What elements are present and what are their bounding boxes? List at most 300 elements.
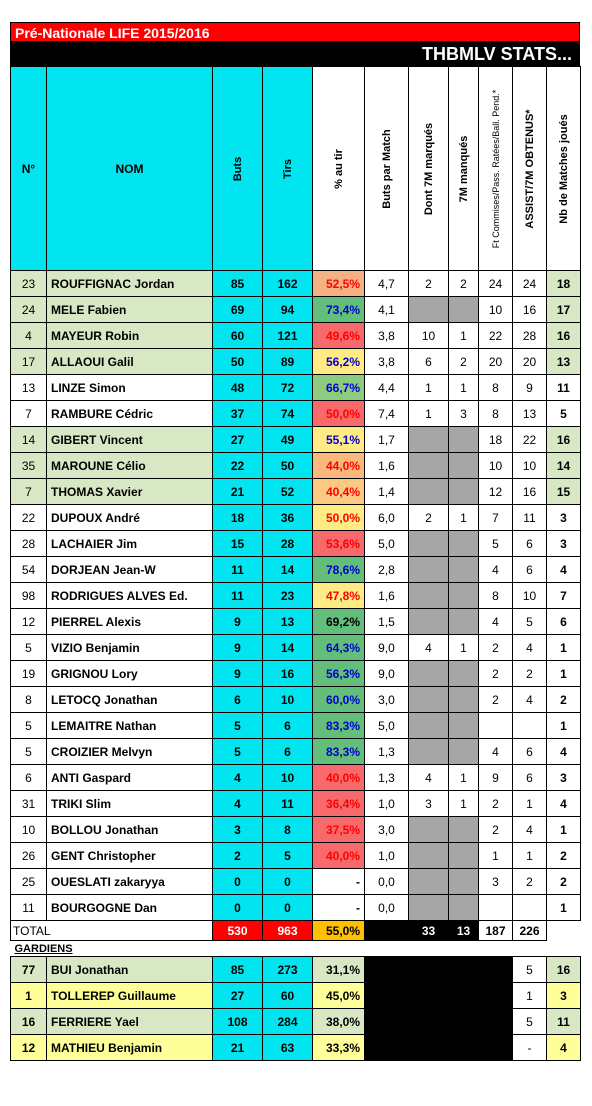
player-buts: 6 (213, 687, 263, 713)
player-number: 12 (11, 609, 47, 635)
player-pct: 47,8% (313, 583, 365, 609)
player-name: MAYEUR Robin (47, 323, 213, 349)
player-name: MAROUNE Célio (47, 453, 213, 479)
goalkeeper-row (11, 957, 581, 983)
player-d7m (409, 843, 449, 869)
player-nbm: 1 (547, 817, 581, 843)
player-number: 5 (11, 739, 47, 765)
player-row (11, 349, 581, 375)
player-number: 28 (11, 531, 47, 557)
player-pct: 37,5% (313, 817, 365, 843)
goalkeeper-assist: 5 (513, 1009, 547, 1035)
header-nom: NOM (47, 67, 213, 271)
player-row (11, 817, 581, 843)
player-tirs: 14 (263, 635, 313, 661)
player-d7m (409, 297, 449, 323)
player-pct: - (313, 869, 365, 895)
player-number: 17 (11, 349, 47, 375)
player-buts: 5 (213, 739, 263, 765)
player-assist: 1 (513, 843, 547, 869)
player-d7m: 3 (409, 791, 449, 817)
player-assist: 5 (513, 609, 547, 635)
header-buts: Buts (213, 67, 263, 271)
goalkeeper-pct: 31,1% (313, 957, 365, 983)
player-bpm: 2,8 (365, 557, 409, 583)
player-name: RAMBURE Cédric (47, 401, 213, 427)
player-nbm: 4 (547, 791, 581, 817)
goalkeeper-number: 1 (11, 983, 47, 1009)
player-ft: 3 (479, 869, 513, 895)
player-ft: 24 (479, 271, 513, 297)
player-m7m (449, 583, 479, 609)
goalkeeper-tirs: 273 (263, 957, 313, 983)
goalkeeper-number: 77 (11, 957, 47, 983)
player-buts: 37 (213, 401, 263, 427)
header-d7m: Dont 7M marqués (409, 67, 449, 271)
player-bpm: 5,0 (365, 713, 409, 739)
player-d7m (409, 427, 449, 453)
player-buts: 5 (213, 713, 263, 739)
player-bpm: 3,8 (365, 349, 409, 375)
player-m7m (449, 869, 479, 895)
player-m7m: 1 (449, 635, 479, 661)
player-name: DUPOUX André (47, 505, 213, 531)
player-row (11, 479, 581, 505)
player-pct: 64,3% (313, 635, 365, 661)
player-buts: 15 (213, 531, 263, 557)
goalkeeper-name: TOLLEREP Guillaume (47, 983, 213, 1009)
player-assist: 2 (513, 661, 547, 687)
player-assist: 10 (513, 583, 547, 609)
goalkeeper-number: 16 (11, 1009, 47, 1035)
player-d7m (409, 557, 449, 583)
player-pct: 40,0% (313, 765, 365, 791)
player-tirs: 36 (263, 505, 313, 531)
player-bpm: 0,0 (365, 895, 409, 921)
player-buts: 9 (213, 635, 263, 661)
header-row (11, 67, 581, 271)
player-number: 14 (11, 427, 47, 453)
player-ft: 1 (479, 843, 513, 869)
player-buts: 27 (213, 427, 263, 453)
goalkeeper-pct: 33,3% (313, 1035, 365, 1061)
player-name: ROUFFIGNAC Jordan (47, 271, 213, 297)
player-d7m (409, 869, 449, 895)
goalkeeper-bpm (365, 957, 409, 983)
player-nbm: 3 (547, 765, 581, 791)
player-buts: 4 (213, 791, 263, 817)
player-m7m: 1 (449, 323, 479, 349)
player-m7m (449, 453, 479, 479)
player-row (11, 843, 581, 869)
header-no: N° (11, 67, 47, 271)
goalkeeper-nbm: 3 (547, 983, 581, 1009)
player-pct: 66,7% (313, 375, 365, 401)
player-number: 4 (11, 323, 47, 349)
player-ft: 8 (479, 375, 513, 401)
goalkeeper-name: FERRIERE Yael (47, 1009, 213, 1035)
player-tirs: 8 (263, 817, 313, 843)
player-name: ALLAOUI Galil (47, 349, 213, 375)
goalkeeper-row (11, 983, 581, 1009)
player-assist: 1 (513, 791, 547, 817)
player-ft: 10 (479, 297, 513, 323)
player-row (11, 895, 581, 921)
player-ft: 5 (479, 531, 513, 557)
player-bpm: 9,0 (365, 635, 409, 661)
total-buts: 530 (213, 921, 263, 941)
goalkeeper-d7m (409, 957, 449, 983)
player-m7m (449, 531, 479, 557)
goalkeeper-number: 12 (11, 1035, 47, 1061)
player-bpm: 1,7 (365, 427, 409, 453)
player-ft: 4 (479, 739, 513, 765)
player-assist (513, 713, 547, 739)
player-number: 13 (11, 375, 47, 401)
player-name: TRIKI Slim (47, 791, 213, 817)
goalkeeper-ft (479, 1035, 513, 1061)
player-d7m (409, 609, 449, 635)
player-bpm: 7,4 (365, 401, 409, 427)
player-ft (479, 713, 513, 739)
total-m7m: 13 (449, 921, 479, 941)
goalkeeper-nbm: 11 (547, 1009, 581, 1035)
player-bpm: 1,6 (365, 583, 409, 609)
player-m7m (449, 609, 479, 635)
player-number: 8 (11, 687, 47, 713)
player-tirs: 6 (263, 739, 313, 765)
player-bpm: 1,4 (365, 479, 409, 505)
player-assist: 6 (513, 739, 547, 765)
player-assist: 16 (513, 479, 547, 505)
player-pct: 40,4% (313, 479, 365, 505)
player-row (11, 375, 581, 401)
player-pct: 44,0% (313, 453, 365, 479)
goalkeeper-bpm (365, 983, 409, 1009)
player-assist: 11 (513, 505, 547, 531)
total-d7m: 33 (409, 921, 449, 941)
player-ft: 8 (479, 401, 513, 427)
player-ft: 2 (479, 791, 513, 817)
player-name: LEMAITRE Nathan (47, 713, 213, 739)
player-bpm: 1,0 (365, 843, 409, 869)
player-m7m: 1 (449, 505, 479, 531)
player-d7m: 2 (409, 271, 449, 297)
player-nbm: 14 (547, 453, 581, 479)
player-m7m (449, 557, 479, 583)
header-pct: % au tir (313, 67, 365, 271)
player-number: 22 (11, 505, 47, 531)
player-bpm: 0,0 (365, 869, 409, 895)
goalkeeper-ft (479, 1009, 513, 1035)
player-buts: 50 (213, 349, 263, 375)
player-buts: 21 (213, 479, 263, 505)
player-ft: 2 (479, 817, 513, 843)
player-number: 5 (11, 635, 47, 661)
player-number: 7 (11, 479, 47, 505)
player-tirs: 52 (263, 479, 313, 505)
player-assist: 9 (513, 375, 547, 401)
player-name: VIZIO Benjamin (47, 635, 213, 661)
player-assist: 6 (513, 765, 547, 791)
total-empty (547, 921, 581, 941)
player-number: 19 (11, 661, 47, 687)
player-name: LACHAIER Jim (47, 531, 213, 557)
player-name: OUESLATI zakaryya (47, 869, 213, 895)
total-assist: 226 (513, 921, 547, 941)
header-nbm: Nb de Matches joués (547, 67, 581, 271)
player-d7m (409, 453, 449, 479)
player-m7m: 1 (449, 791, 479, 817)
player-nbm: 2 (547, 869, 581, 895)
player-row (11, 635, 581, 661)
player-number: 10 (11, 817, 47, 843)
player-pct: 56,2% (313, 349, 365, 375)
player-ft: 12 (479, 479, 513, 505)
goalkeeper-row (11, 1035, 581, 1061)
player-bpm: 1,3 (365, 765, 409, 791)
player-m7m: 2 (449, 271, 479, 297)
goalkeeper-d7m (409, 1009, 449, 1035)
player-m7m (449, 843, 479, 869)
player-pct: 69,2% (313, 609, 365, 635)
player-row (11, 297, 581, 323)
player-tirs: 74 (263, 401, 313, 427)
goalkeeper-tirs: 284 (263, 1009, 313, 1035)
player-ft: 2 (479, 687, 513, 713)
goalkeeper-buts: 85 (213, 957, 263, 983)
player-buts: 85 (213, 271, 263, 297)
player-pct: 49,6% (313, 323, 365, 349)
player-nbm: 15 (547, 479, 581, 505)
total-row (11, 921, 581, 941)
player-nbm: 4 (547, 739, 581, 765)
player-buts: 4 (213, 765, 263, 791)
goalkeeper-assist: 1 (513, 983, 547, 1009)
player-buts: 48 (213, 375, 263, 401)
goalkeeper-nbm: 4 (547, 1035, 581, 1061)
player-row (11, 271, 581, 297)
player-bpm: 4,1 (365, 297, 409, 323)
header-m7m: 7M manqués (449, 67, 479, 271)
player-pct: 78,6% (313, 557, 365, 583)
player-row (11, 791, 581, 817)
player-m7m: 2 (449, 349, 479, 375)
player-m7m (449, 661, 479, 687)
goalkeeper-m7m (449, 957, 479, 983)
player-d7m (409, 479, 449, 505)
total-pct: 55,0% (313, 921, 365, 941)
player-nbm: 16 (547, 427, 581, 453)
player-tirs: 10 (263, 765, 313, 791)
player-nbm: 7 (547, 583, 581, 609)
player-nbm: 1 (547, 661, 581, 687)
player-pct: 83,3% (313, 713, 365, 739)
player-tirs: 6 (263, 713, 313, 739)
player-row (11, 505, 581, 531)
player-row (11, 427, 581, 453)
player-assist: 20 (513, 349, 547, 375)
player-tirs: 94 (263, 297, 313, 323)
player-assist: 16 (513, 297, 547, 323)
player-m7m (449, 479, 479, 505)
player-m7m (449, 427, 479, 453)
player-nbm: 11 (547, 375, 581, 401)
player-number: 25 (11, 869, 47, 895)
player-d7m: 10 (409, 323, 449, 349)
player-buts: 2 (213, 843, 263, 869)
player-name: PIERREL Alexis (47, 609, 213, 635)
player-tirs: 14 (263, 557, 313, 583)
player-ft: 4 (479, 609, 513, 635)
player-number: 35 (11, 453, 47, 479)
player-ft: 8 (479, 583, 513, 609)
player-tirs: 0 (263, 895, 313, 921)
player-buts: 3 (213, 817, 263, 843)
player-number: 6 (11, 765, 47, 791)
player-d7m (409, 713, 449, 739)
player-assist (513, 895, 547, 921)
player-row (11, 661, 581, 687)
player-assist: 4 (513, 817, 547, 843)
goalkeeper-nbm: 16 (547, 957, 581, 983)
player-assist: 2 (513, 869, 547, 895)
goalkeeper-ft (479, 983, 513, 1009)
player-pct: 55,1% (313, 427, 365, 453)
goalkeeper-bpm (365, 1009, 409, 1035)
player-pct: 50,0% (313, 401, 365, 427)
goalkeeper-m7m (449, 1035, 479, 1061)
player-tirs: 16 (263, 661, 313, 687)
player-buts: 9 (213, 661, 263, 687)
sheet-subtitle: THBMLV STATS... (10, 42, 580, 66)
player-nbm: 5 (547, 401, 581, 427)
player-pct: 36,4% (313, 791, 365, 817)
player-nbm: 13 (547, 349, 581, 375)
player-tirs: 0 (263, 869, 313, 895)
player-number: 98 (11, 583, 47, 609)
player-ft: 2 (479, 661, 513, 687)
player-m7m (449, 739, 479, 765)
player-row (11, 713, 581, 739)
goalkeeper-tirs: 63 (263, 1035, 313, 1061)
total-bpm (365, 921, 409, 941)
player-pct: 60,0% (313, 687, 365, 713)
gardiens-label: GARDIENS (14, 942, 73, 955)
player-assist: 6 (513, 557, 547, 583)
player-bpm: 5,0 (365, 531, 409, 557)
player-name: THOMAS Xavier (47, 479, 213, 505)
gardiens-label-row (11, 941, 581, 957)
player-name: LETOCQ Jonathan (47, 687, 213, 713)
goalkeeper-ft (479, 957, 513, 983)
player-buts: 22 (213, 453, 263, 479)
player-m7m: 1 (449, 765, 479, 791)
player-row (11, 453, 581, 479)
player-row (11, 323, 581, 349)
player-pct: 50,0% (313, 505, 365, 531)
player-buts: 0 (213, 869, 263, 895)
player-row (11, 869, 581, 895)
header-bpm: Buts par Match (365, 67, 409, 271)
player-d7m: 4 (409, 765, 449, 791)
player-number: 31 (11, 791, 47, 817)
player-assist: 24 (513, 271, 547, 297)
player-d7m (409, 817, 449, 843)
goalkeeper-buts: 108 (213, 1009, 263, 1035)
player-tirs: 50 (263, 453, 313, 479)
player-name: GIBERT Vincent (47, 427, 213, 453)
player-name: BOLLOU Jonathan (47, 817, 213, 843)
player-bpm: 4,7 (365, 271, 409, 297)
player-nbm: 6 (547, 609, 581, 635)
player-d7m: 1 (409, 375, 449, 401)
player-m7m: 1 (449, 375, 479, 401)
player-buts: 0 (213, 895, 263, 921)
player-number: 23 (11, 271, 47, 297)
player-bpm: 1,3 (365, 739, 409, 765)
player-buts: 11 (213, 557, 263, 583)
player-d7m: 6 (409, 349, 449, 375)
player-pct: 83,3% (313, 739, 365, 765)
player-assist: 13 (513, 401, 547, 427)
player-m7m (449, 713, 479, 739)
player-assist: 4 (513, 687, 547, 713)
player-d7m (409, 531, 449, 557)
goalkeeper-m7m (449, 983, 479, 1009)
player-nbm: 3 (547, 505, 581, 531)
player-tirs: 5 (263, 843, 313, 869)
player-number: 11 (11, 895, 47, 921)
player-nbm: 18 (547, 271, 581, 297)
player-m7m (449, 687, 479, 713)
player-buts: 18 (213, 505, 263, 531)
player-pct: 52,5% (313, 271, 365, 297)
player-ft: 18 (479, 427, 513, 453)
player-number: 24 (11, 297, 47, 323)
player-buts: 60 (213, 323, 263, 349)
player-nbm: 2 (547, 687, 581, 713)
player-nbm: 4 (547, 557, 581, 583)
header-assist: ASSIST/7M OBTENUS* (513, 67, 547, 271)
player-assist: 22 (513, 427, 547, 453)
player-assist: 6 (513, 531, 547, 557)
player-row (11, 583, 581, 609)
player-tirs: 89 (263, 349, 313, 375)
player-ft (479, 895, 513, 921)
player-nbm: 1 (547, 635, 581, 661)
player-tirs: 72 (263, 375, 313, 401)
player-number: 5 (11, 713, 47, 739)
player-nbm: 2 (547, 843, 581, 869)
player-pct: - (313, 895, 365, 921)
player-ft: 2 (479, 635, 513, 661)
player-bpm: 1,6 (365, 453, 409, 479)
player-d7m (409, 739, 449, 765)
header-ft: Ft Commises/Pass. Ratées/Ball. Pend.* (479, 67, 513, 271)
goalkeeper-d7m (409, 983, 449, 1009)
player-ft: 10 (479, 453, 513, 479)
player-buts: 9 (213, 609, 263, 635)
player-assist: 28 (513, 323, 547, 349)
total-label: TOTAL (11, 921, 213, 941)
goalkeeper-buts: 21 (213, 1035, 263, 1061)
player-assist: 4 (513, 635, 547, 661)
player-name: BOURGOGNE Dan (47, 895, 213, 921)
player-m7m (449, 895, 479, 921)
player-ft: 9 (479, 765, 513, 791)
player-nbm: 1 (547, 895, 581, 921)
